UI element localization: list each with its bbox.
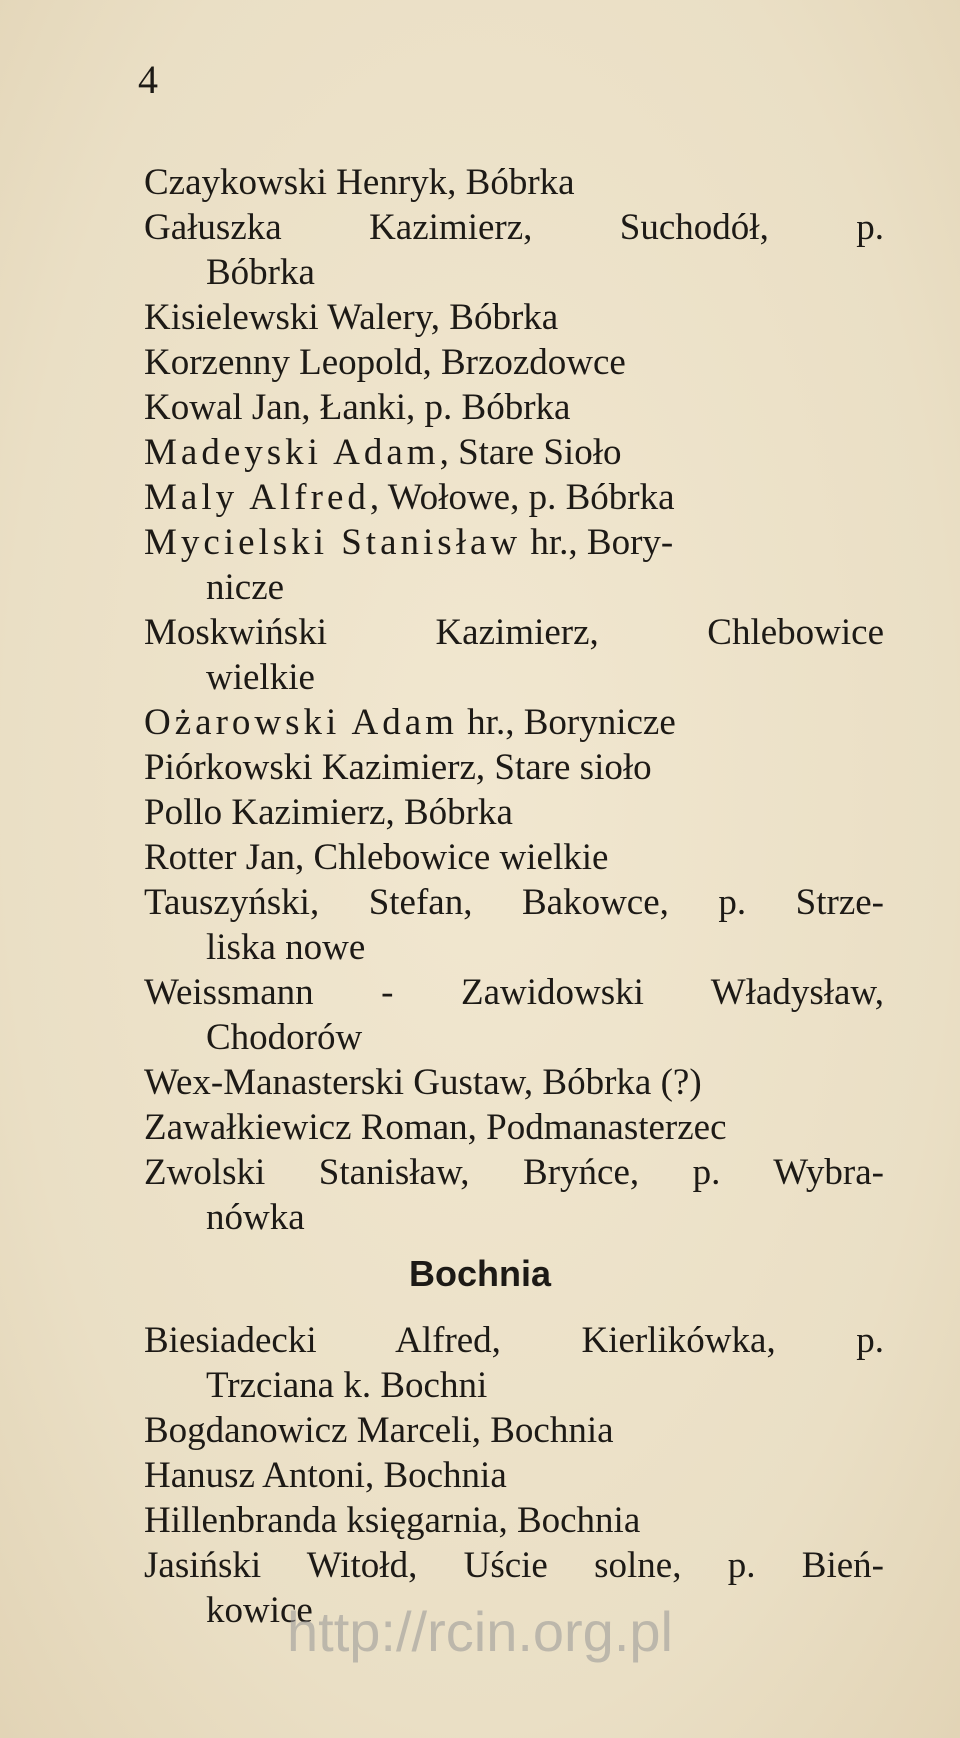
- list-item: [144, 1453, 884, 1498]
- entry-line: Czaykowski Henryk, Bóbrka: [144, 162, 575, 203]
- list-item: [144, 790, 884, 835]
- list-item: [144, 1498, 884, 1543]
- list-item: [144, 295, 884, 340]
- watermark-link: http://rcin.org.pl: [287, 1600, 673, 1663]
- list-item: [144, 880, 884, 970]
- entry-continuation: liska nowe: [206, 927, 366, 968]
- entry-line: Korzenny Leopold, Brzozdowce: [144, 342, 626, 383]
- list-item: [144, 385, 884, 430]
- list-item: [144, 205, 884, 295]
- list-item: [144, 430, 884, 475]
- list-item: [144, 160, 884, 205]
- entry-name-spaced: Ożarowski Adam: [144, 702, 458, 743]
- entry-continuation: nówka: [206, 1197, 305, 1238]
- entry-continuation: Trzciana k. Bochni: [206, 1365, 488, 1406]
- list-item: [144, 520, 884, 610]
- entry-line: Piórkowski Kazimierz, Stare sioło: [144, 747, 652, 788]
- entry-line: Pollo Kazimierz, Bóbrka: [144, 792, 513, 833]
- list-item: [144, 1105, 884, 1150]
- list-item: [144, 970, 884, 1060]
- section-heading: Bochnia: [408, 1253, 551, 1294]
- entry-line: Moskwiński Kazimierz, Chlebowice: [144, 612, 884, 653]
- list-item: [144, 700, 884, 745]
- entry-continuation: Chodorów: [206, 1017, 363, 1058]
- entry-line: Biesiadecki Alfred, Kierlikówka, p.: [144, 1320, 884, 1361]
- entry-line: Hillenbranda księgarnia, Bochnia: [144, 1500, 641, 1541]
- entry-rest: hr., Bory-: [521, 522, 674, 563]
- entry-continuation: wielkie: [206, 657, 315, 698]
- list-item: [144, 1150, 884, 1240]
- list-item: [144, 835, 884, 880]
- entry-line: Weissmann - Zawidowski Władysław,: [144, 972, 884, 1013]
- entry-line: Wex-Manasterski Gustaw, Bóbrka (?): [144, 1062, 702, 1103]
- entry-line: Hanusz Antoni, Bochnia: [144, 1455, 507, 1496]
- list-item: [144, 745, 884, 790]
- entry-name-spaced: Madeyski Adam: [144, 432, 440, 473]
- entry-rest: , Wołowe, p. Bóbrka: [369, 477, 675, 518]
- entry-rest: , Stare Sioło: [439, 432, 622, 473]
- entry-line: Tauszyński, Stefan, Bakowce, p. Strze-: [144, 882, 884, 923]
- list-item: [144, 610, 884, 700]
- entry-line: Rotter Jan, Chlebowice wielkie: [144, 837, 609, 878]
- entry-name-spaced: Mycielski Stanisław: [144, 522, 522, 563]
- entry-line: Kowal Jan, Łanki, p. Bóbrka: [144, 387, 571, 428]
- entry-line: Kisielewski Walery, Bóbrka: [144, 297, 559, 338]
- page-number: 4: [138, 57, 158, 102]
- entry-line: Zawałkiewicz Roman, Podmanasterzec: [144, 1107, 727, 1148]
- entry-line: Zwolski Stanisław, Bryńce, p. Wybra-: [144, 1152, 884, 1193]
- entry-line: Bogdanowicz Marceli, Bochnia: [144, 1410, 614, 1451]
- entry-line: Jasiński Witołd, Uście solne, p. Bień-: [144, 1545, 884, 1586]
- list-item: [144, 475, 884, 520]
- entry-continuation: nicze: [206, 567, 285, 608]
- entry-continuation: kowice: [206, 1590, 313, 1631]
- entry-continuation: Bóbrka: [206, 252, 315, 293]
- list-item: [144, 1318, 884, 1408]
- entry-line: Gałuszka Kazimierz, Suchodół, p.: [144, 207, 884, 248]
- entry-name-spaced: Maly Alfred: [144, 477, 370, 518]
- list-item: [144, 340, 884, 385]
- entry-rest: hr., Borynicze: [457, 702, 676, 743]
- list-item: [144, 1408, 884, 1453]
- list-item: [144, 1060, 884, 1105]
